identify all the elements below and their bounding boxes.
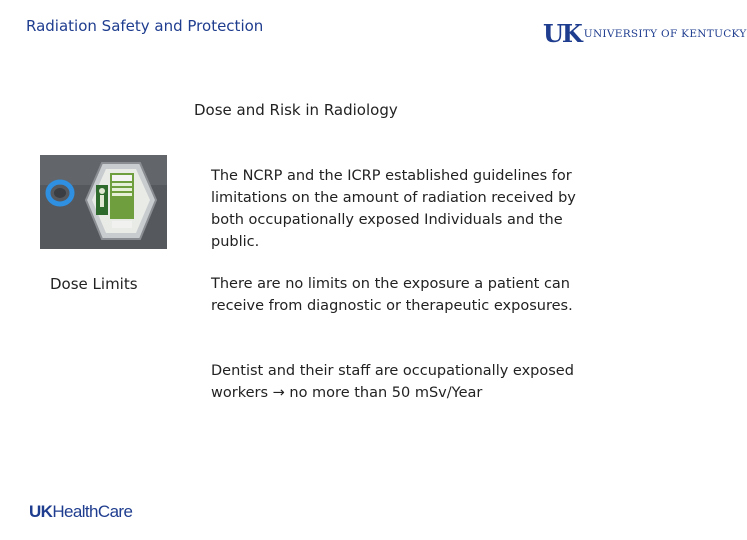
uk-healthcare-logo [29, 502, 132, 522]
dosimeter-badge-image [40, 155, 167, 249]
uk-logo-text: UNIVERSITY OF KENTUCKY [583, 28, 747, 40]
slide-subtitle: Dose and Risk in Radiology [194, 101, 398, 119]
uk-logo-mark: UK [543, 19, 581, 48]
dose-limit-value: no more than 50 mSv/Year [289, 385, 483, 401]
uk-healthcare-logo-uk: UK [29, 502, 53, 521]
university-of-kentucky-logo [543, 19, 747, 48]
guidelines-paragraph: The NCRP and the ICRP established guidelines for limitations on the amount of radiation received by both occupationally exposed Individuals and the public. [211, 168, 576, 250]
dosimeter-photo-svg [40, 155, 167, 249]
dental-staff-limit-paragraph [211, 360, 581, 404]
uk-healthcare-logo-text: HealthCare [52, 502, 133, 521]
patient-exposure-paragraph: There are no limits on the exposure a patient can receive from diagnostic or therapeutic exposures. [211, 276, 573, 314]
header-title: Radiation Safety and Protection [26, 17, 264, 35]
dental-staff-text: Dentist and their staff are occupationally exposed workers [211, 363, 574, 401]
dose-limits-label: Dose Limits [50, 275, 138, 293]
arrow-right-icon: → [272, 385, 285, 401]
